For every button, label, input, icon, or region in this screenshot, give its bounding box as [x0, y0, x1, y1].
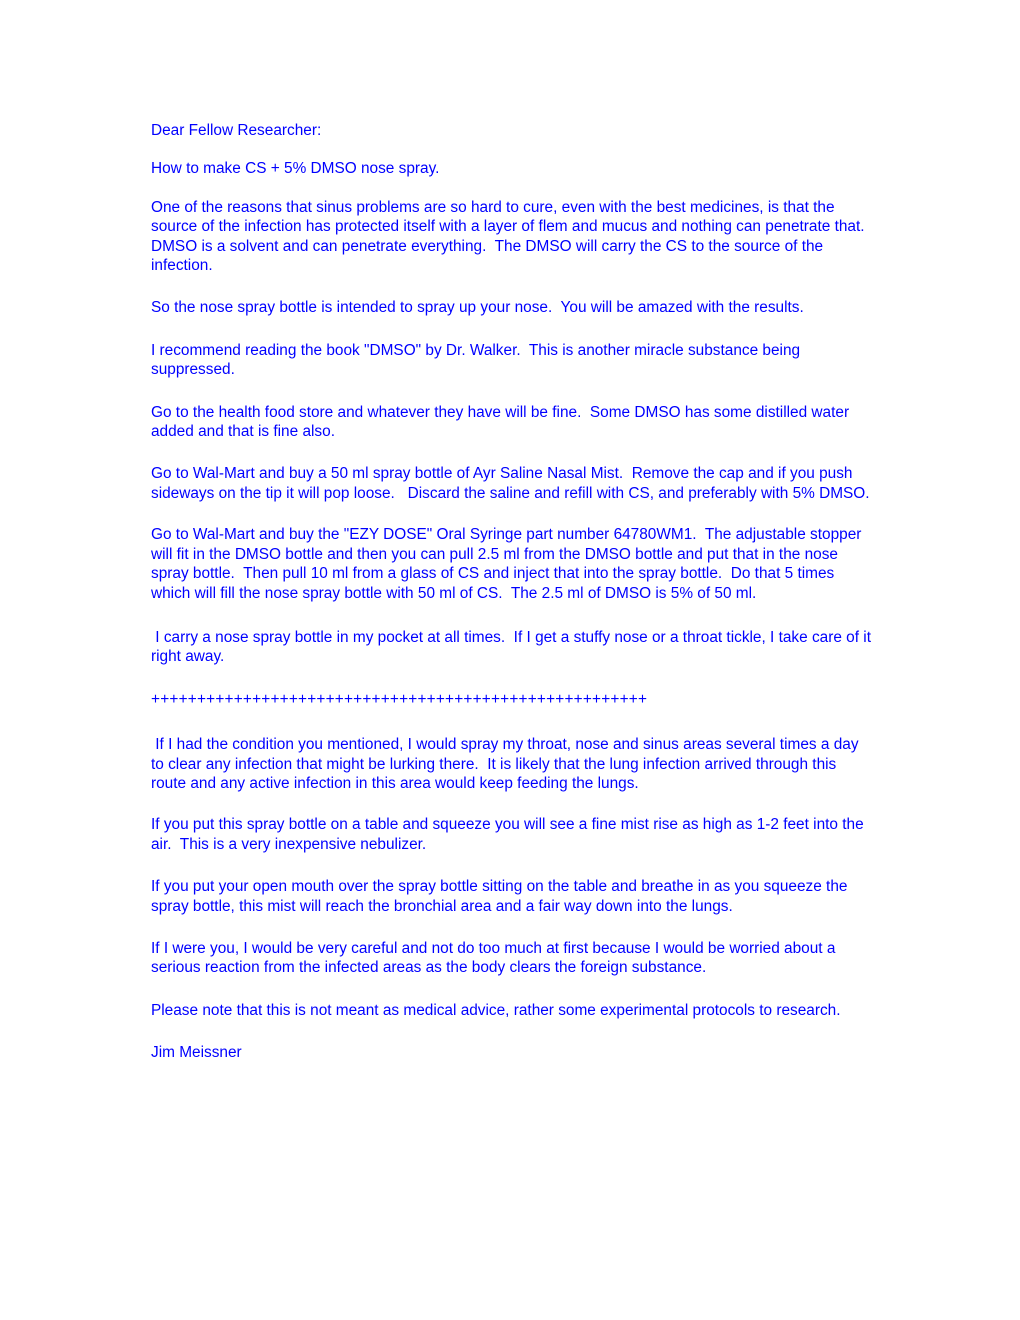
signature: Jim Meissner — [151, 1044, 242, 1062]
paragraph-walmart-syringe: Go to Wal-Mart and buy the "EZY DOSE" Oral Syringe part number 64780WM1. The adjustable stopper will fit in the DMSO bottle and then you can pull 2.5 ml from the DMSO bottle and put that in the nose spray bottle. Then pull 10 ml from a glass of CS and inject that into the spray bottle. Do that 5 times which will fill the nose spray bottle with 50 ml of CS. The 2.5 ml of DMSO is 5% of 50 ml. — [151, 526, 866, 602]
paragraph-disclaimer: Please note that this is not meant as medical advice, rather some experimental protocols to research. — [151, 1001, 841, 1019]
paragraph-be-careful: If I were you, I would be very careful and not do too much at first because I would be worried about a serious reaction from the infected areas as the body clears the foreign substance. — [151, 939, 840, 977]
paragraph-open-mouth: If you put your open mouth over the spray bottle sitting on the table and breathe in as you squeeze the spray bottle, this mist will reach the bronchial area and a fair way down into the lungs. — [151, 878, 852, 915]
greeting: Dear Fellow Researcher: — [151, 122, 322, 139]
separator-line: ++++++++++++++++++++++++++++++++++++++++++++++++++++++ — [151, 690, 648, 708]
paragraph-reasons: One of the reasons that sinus problems are so hard to cure, even with the best medicines, is that the source of the infection has protected itself with a layer of flem and mucus and nothing can penetrate that. DMSO is a solvent and can penetrate everything. The DMSO will carry the CS to the source of the infection. — [151, 198, 874, 275]
letter-body — [151, 121, 876, 1063]
paragraph-recommend-book: I recommend reading the book "DMSO" by Dr. Walker. This is another miracle substance being suppressed. — [151, 341, 805, 379]
paragraph-condition: If I had the condition you mentioned, I would spray my throat, nose and sinus areas several times a day to clear any infection that might be lurking there. It is likely that the lung infection arrived through this route and any active infection in this area would keep feeding the lungs. — [151, 736, 863, 792]
paragraph-spray-up: So the nose spray bottle is intended to spray up your nose. You will be amazed with the results. — [151, 299, 804, 317]
letter-title: How to make CS + 5% DMSO nose spray. — [151, 160, 440, 178]
paragraph-table-mist: If you put this spray bottle on a table and squeeze you will see a fine mist rise as high as 1-2 feet into the air. This is a very inexpensive nebulizer. — [151, 816, 868, 853]
paragraph-health-food-store: Go to the health food store and whatever they have will be fine. Some DMSO has some distilled water added and that is fine also. — [151, 403, 854, 441]
paragraph-carry-bottle: I carry a nose spray bottle in my pocket at all times. If I get a stuffy nose or a throat tickle, I take care of it right away. — [151, 628, 876, 666]
paragraph-walmart-spray-bottle: Go to Wal-Mart and buy a 50 ml spray bottle of Ayr Saline Nasal Mist. Remove the cap and if you push sideways on the tip it will pop loose. Discard the saline and refill with CS, and preferably with 5% DMSO. — [151, 465, 870, 502]
